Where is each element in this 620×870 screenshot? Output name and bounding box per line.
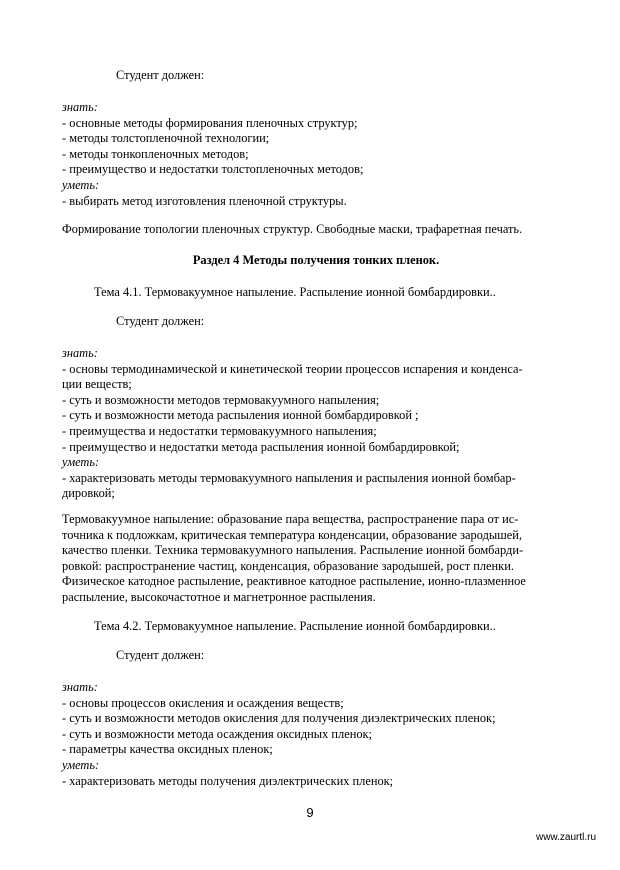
list-item: дировкой;: [62, 486, 115, 501]
list-item: - суть и возможности метода распыления ионной бомбардировкой ;: [62, 408, 419, 423]
footer-url[interactable]: www.zaurtl.ru: [535, 832, 596, 843]
topic-4-2-student-wrap: [62, 648, 570, 664]
list-item: - основы термодинамической и кинетической теории процессов испарения и конденса-: [62, 361, 523, 376]
section-heading: Раздел 4 Методы получения тонких пленок.: [192, 253, 440, 267]
paragraph-line: Термовакуумное напыление: образование пара вещества, распространение пара от ис-: [62, 512, 519, 526]
summary-paragraph: Формирование топологии пленочных структур. Свободные маски, трафаретная печать.: [62, 222, 523, 236]
student-must-line: Студент должен:: [116, 648, 205, 662]
page-number: 9: [306, 805, 314, 820]
topic-4-2-title-wrap: [62, 619, 570, 635]
block1-summary: [62, 222, 570, 238]
block1-lists: [62, 100, 570, 209]
student-must-line: Студент должен:: [116, 314, 205, 328]
topic-title: Тема 4.1. Термовакуумное напыление. Распыление ионной бомбардировки..: [94, 285, 496, 299]
list-item: - параметры качества оксидных пленок;: [62, 742, 273, 757]
paragraph-line: точника к подложкам, критическая температура конденсации, образование зародышей,: [62, 527, 522, 542]
know-label: знать:: [62, 100, 98, 114]
list-item: - характеризовать методы термовакуумного напыления и распыления ионной бомбар-: [62, 470, 516, 485]
topic-4-1-paragraph: [62, 512, 570, 606]
student-must-line: Студент должен:: [116, 68, 205, 82]
topic-4-1-lists: [62, 346, 570, 502]
topic-4-2-lists: [62, 680, 570, 789]
paragraph-line: ровкой: распространение частиц, конденсация, образование зародышей, рост пленки.: [62, 558, 514, 573]
can-label: уметь:: [62, 177, 100, 192]
list-item: - преимущество и недостатки толстопленочных методов;: [62, 162, 364, 177]
know-label: знать:: [62, 346, 98, 360]
can-label: уметь:: [62, 757, 100, 772]
list-item: - методы толстопленочной технологии;: [62, 131, 270, 146]
paragraph-line: Физическое катодное распыление, реактивное катодное распыление, ионно-плазменное: [62, 574, 526, 589]
list-item: - выбирать метод изготовления пленочной структуры.: [62, 193, 347, 208]
block1: [62, 68, 570, 84]
list-item: - суть и возможности методов термовакуумного напыления;: [62, 392, 380, 407]
know-label: знать:: [62, 680, 98, 694]
paragraph-line: распыление, высокочастотное и магнетронное распыления.: [62, 589, 376, 604]
list-item: - методы тонкопленочных методов;: [62, 146, 249, 161]
list-item: - суть и возможности метода осаждения оксидных пленок;: [62, 726, 372, 741]
paragraph-line: качество пленки. Техника термовакуумного напыления. Распыление ионной бомбарди-: [62, 543, 524, 558]
topic-title: Тема 4.2. Термовакуумное напыление. Распыление ионной бомбардировки..: [94, 619, 496, 633]
topic-4-1-student-wrap: [62, 314, 570, 330]
topic-4-1-title-wrap: [62, 285, 570, 301]
list-item: ции веществ;: [62, 377, 132, 392]
can-label: уметь:: [62, 455, 100, 470]
list-item: - суть и возможности методов окисления для получения диэлектрических пленок;: [62, 711, 496, 726]
list-item: - преимущества и недостатки термовакуумного напыления;: [62, 423, 377, 438]
list-item: - характеризовать методы получения диэлектрических пленок;: [62, 773, 394, 788]
list-item: - основы процессов окисления и осаждения веществ;: [62, 695, 344, 710]
list-item: - основные методы формирования пленочных структур;: [62, 115, 358, 130]
list-item: - преимущество и недостатки метода распыления ионной бомбардировкой;: [62, 439, 460, 454]
